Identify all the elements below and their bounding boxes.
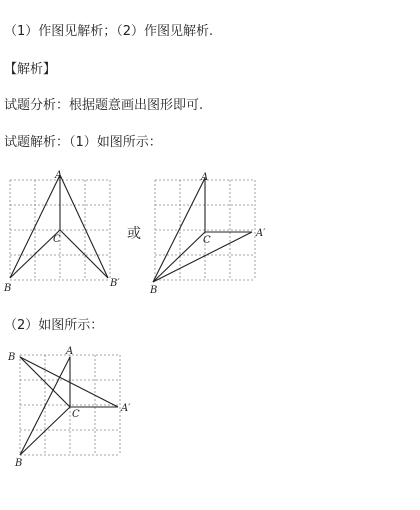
label-b-prime: B′ <box>110 278 120 289</box>
answer-line: （1）作图见解析；（2）作图见解析. <box>4 24 214 39</box>
figure-2 <box>145 170 275 295</box>
label-c: C <box>72 409 80 420</box>
label-c: C <box>203 235 211 246</box>
label-b: B <box>4 283 12 294</box>
figure-1 <box>0 170 125 295</box>
analysis-text: 试题分析：根据题意画出图形即可. <box>4 98 204 113</box>
label-b-bottom: B <box>15 458 23 469</box>
label-a: A <box>201 172 209 183</box>
analysis-heading: 【解析】 <box>4 62 57 77</box>
label-b: B <box>150 285 158 295</box>
label-a-prime: A′ <box>121 403 131 414</box>
figure-3 <box>0 345 140 470</box>
solution-text: 试题解析：（1）如图所示： <box>4 135 162 150</box>
label-a: A <box>66 346 74 357</box>
part2-text: （2）如图所示： <box>4 318 104 333</box>
label-b-top: B <box>8 352 16 363</box>
shapes-fig1 <box>10 175 108 278</box>
label-c: C <box>53 234 61 245</box>
shapes-fig3 <box>20 357 118 455</box>
label-a-prime: A′ <box>256 228 266 239</box>
or-word: 或 <box>127 226 141 242</box>
label-a: A <box>55 170 63 181</box>
